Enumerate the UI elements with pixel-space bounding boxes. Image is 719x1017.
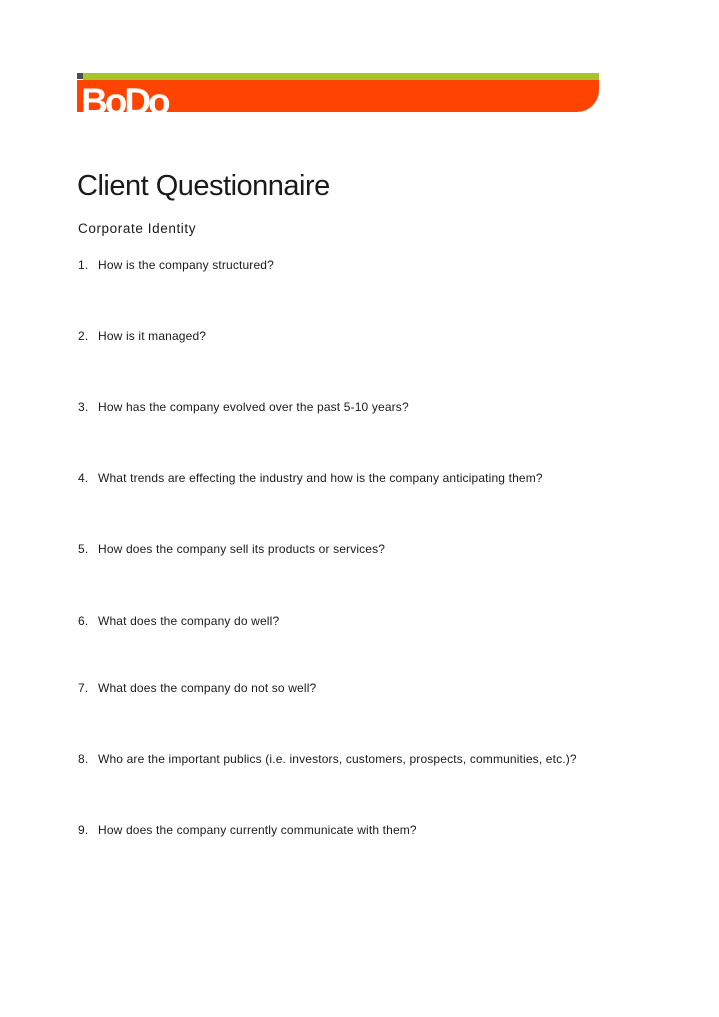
question-text: What does the company do not so well?	[98, 681, 317, 695]
question-item	[78, 258, 274, 272]
question-number: 7.	[78, 681, 89, 695]
question-number: 9.	[78, 823, 89, 837]
question-number: 6.	[78, 614, 89, 628]
question-item	[78, 400, 409, 414]
question-text: How is the company structured?	[98, 258, 274, 272]
question-text: How does the company sell its products or services?	[98, 542, 386, 556]
question-item	[78, 752, 577, 766]
question-text: What trends are effecting the industry and how is the company anticipating them?	[98, 471, 543, 485]
question-item	[78, 614, 279, 628]
question-text: How has the company evolved over the past 5-10 years?	[98, 400, 409, 414]
header-orange-bar	[77, 80, 599, 122]
question-text: Who are the important publics (i.e. investors, customers, prospects, communities, etc.)?	[98, 752, 577, 766]
question-text: How does the company currently communicate with them?	[98, 823, 417, 837]
question-number: 4.	[78, 471, 89, 485]
header-green-stripe	[83, 73, 599, 80]
question-number: 8.	[78, 752, 89, 766]
question-number: 2.	[78, 329, 89, 343]
section-heading: Corporate Identity	[78, 221, 197, 236]
question-number: 5.	[78, 542, 89, 556]
question-item	[78, 823, 417, 837]
question-number: 1.	[78, 258, 89, 272]
question-item	[78, 681, 316, 695]
question-item	[78, 329, 206, 343]
question-item	[78, 542, 385, 556]
question-text: What does the company do well?	[98, 614, 280, 628]
bodo-logo: BoDo	[81, 81, 168, 122]
page-title: Client Questionnaire	[77, 170, 330, 202]
question-item	[78, 471, 543, 485]
header-banner	[77, 73, 600, 122]
question-number: 3.	[78, 400, 89, 414]
question-text: How is it managed?	[98, 329, 207, 343]
